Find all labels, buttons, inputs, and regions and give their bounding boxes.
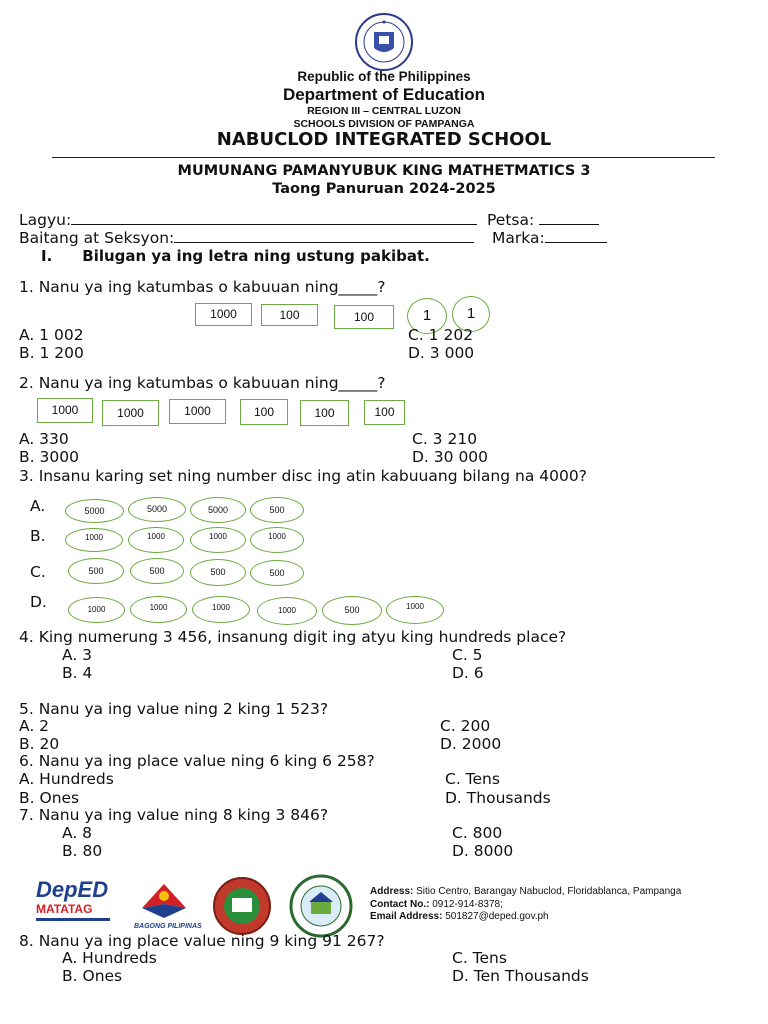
q5-option-a[interactable]: A. 2 — [19, 717, 50, 735]
instruction — [41, 247, 430, 265]
q1-text: 1. Nanu ya ing katumbas o kabuuan ning_____? — [19, 278, 386, 296]
q3-d-disc-5: 500 — [322, 596, 382, 625]
q1-option-c[interactable]: C. 1 202 — [408, 326, 474, 344]
q4-option-d[interactable]: D. 6 — [452, 664, 484, 682]
q3-option-c[interactable]: C. — [30, 563, 46, 581]
q3-c-disc-1: 500 — [68, 558, 124, 584]
q1-option-d[interactable]: D. 3 000 — [408, 344, 475, 362]
q2-box-1: 1000 — [37, 398, 93, 423]
instruction-number: I. — [41, 247, 53, 265]
school-seal-icon — [281, 874, 361, 938]
q5-text: 5. Nanu ya ing value ning 2 king 1 523? — [19, 700, 329, 718]
q1-option-b[interactable]: B. 1 200 — [19, 344, 84, 362]
q7-option-a[interactable]: A. 8 — [62, 824, 93, 842]
school-name: NABUCLOD INTEGRATED SCHOOL — [216, 129, 552, 150]
grade-blank[interactable] — [174, 230, 474, 243]
contact-label: Contact No.: — [370, 899, 430, 910]
footer-address — [370, 886, 681, 897]
q5-option-d[interactable]: D. 2000 — [440, 735, 502, 753]
q6-option-c[interactable]: C. Tens — [445, 770, 500, 788]
q4-option-b[interactable]: B. 4 — [62, 664, 93, 682]
name-blank[interactable] — [71, 212, 477, 225]
q3-option-b[interactable]: B. — [30, 527, 46, 545]
header-department: Department of Education — [282, 85, 486, 104]
q1-box-2: 100 — [261, 304, 318, 326]
deped-logo-text: DepED — [36, 877, 109, 902]
q2-option-a[interactable]: A. 330 — [19, 430, 69, 448]
contact-value: 0912-914-8378; — [429, 899, 503, 910]
q2-box-2: 1000 — [102, 400, 159, 426]
q3-c-disc-4: 500 — [250, 560, 304, 586]
q2-box-5: 100 — [300, 400, 349, 426]
q3-d-disc-6: 1000 — [386, 596, 444, 624]
date-label: Petsa: — [487, 211, 535, 229]
q3-c-disc-3: 500 — [190, 559, 246, 586]
school-year: Taong Panuruan 2024-2025 — [272, 181, 496, 197]
name-label: Lagyu: — [19, 211, 72, 229]
header-region: REGION III – CENTRAL LUZON — [307, 105, 461, 117]
email-value[interactable]: 501827@deped.gov.ph — [442, 911, 549, 922]
q1-disc-2: 1 — [452, 296, 490, 332]
deped-matatag-logo — [36, 878, 116, 928]
q3-a-disc-2: 5000 — [128, 497, 186, 522]
q3-b-disc-4: 1000 — [250, 527, 304, 553]
q3-option-a[interactable]: A. — [30, 497, 46, 515]
header-divider — [52, 157, 715, 158]
q7-option-c[interactable]: C. 800 — [452, 824, 503, 842]
q5-option-b[interactable]: B. 20 — [19, 735, 60, 753]
exam-title: MUMUNANG PAMANYUBUK KING MATHETMATICS 3 — [177, 163, 591, 179]
q6-text: 6. Nanu ya ing place value ning 6 king 6 258? — [19, 752, 375, 770]
q4-option-c[interactable]: C. 5 — [452, 646, 483, 664]
q3-d-disc-3: 1000 — [192, 596, 250, 623]
deped-seal-icon — [346, 12, 422, 72]
email-label: Email Address: — [370, 911, 443, 922]
matatag-logo-text: MATATAG — [36, 902, 93, 916]
q7-text: 7. Nanu ya ing value ning 8 king 3 846? — [19, 806, 329, 824]
header-division: SCHOOLS DIVISION OF PAMPANGA — [293, 118, 475, 130]
q2-box-3: 1000 — [169, 399, 226, 424]
footer-email — [370, 911, 549, 922]
q8-option-d[interactable]: D. Ten Thousands — [452, 967, 589, 985]
q2-option-b[interactable]: B. 3000 — [19, 448, 79, 466]
division-seal-icon — [202, 876, 282, 936]
q7-option-d[interactable]: D. 8000 — [452, 842, 514, 860]
q8-text: 8. Nanu ya ing place value ning 9 king 91 267? — [19, 932, 385, 950]
q3-b-disc-3: 1000 — [190, 527, 246, 553]
q2-box-6: 100 — [364, 400, 405, 425]
q3-b-disc-1: 1000 — [65, 528, 123, 552]
q8-option-a[interactable]: A. Hundreds — [62, 949, 157, 967]
q3-d-disc-2: 1000 — [130, 596, 187, 623]
q8-option-c[interactable]: C. Tens — [452, 949, 507, 967]
q3-text: 3. Insanu karing set ning number disc ing atin kabuuang bilang na 4000? — [19, 467, 587, 485]
q1-box-1: 1000 — [195, 303, 252, 326]
q3-option-d[interactable]: D. — [30, 593, 47, 611]
q2-option-c[interactable]: C. 3 210 — [412, 430, 478, 448]
score-blank[interactable] — [545, 230, 607, 243]
q1-disc-1: 1 — [407, 298, 447, 334]
instruction-text: Bilugan ya ing letra ning ustung pakibat. — [82, 247, 430, 265]
q5-option-c[interactable]: C. 200 — [440, 717, 491, 735]
q4-text: 4. King numerung 3 456, insanung digit ing atyu king hundreds place? — [19, 628, 567, 646]
grade-field[interactable] — [19, 229, 474, 247]
q3-b-disc-2: 1000 — [128, 527, 184, 553]
q6-option-a[interactable]: A. Hundreds — [19, 770, 114, 788]
q2-option-d[interactable]: D. 30 000 — [412, 448, 489, 466]
q7-option-b[interactable]: B. 80 — [62, 842, 103, 860]
address-label: Address: — [370, 886, 414, 897]
q1-option-a[interactable]: A. 1 002 — [19, 326, 84, 344]
q3-a-disc-1: 5000 — [65, 499, 124, 523]
q6-option-d[interactable]: D. Thousands — [445, 789, 551, 807]
bagong-pilipinas-text: BAGONG PILIPINAS — [134, 923, 202, 930]
score-field[interactable] — [492, 229, 607, 247]
address-value: Sitio Centro, Barangay Nabuclod, Floridablanca, Pampanga — [413, 886, 682, 897]
footer-contact — [370, 899, 503, 910]
score-label: Marka: — [492, 229, 545, 247]
q2-text: 2. Nanu ya ing katumbas o kabuuan ning_____? — [19, 374, 386, 392]
q4-option-a[interactable]: A. 3 — [62, 646, 93, 664]
q6-option-b[interactable]: B. Ones — [19, 789, 80, 807]
name-field[interactable] — [19, 211, 477, 229]
q2-box-4: 100 — [240, 399, 288, 425]
q3-a-disc-3: 5000 — [190, 497, 246, 523]
q3-c-disc-2: 500 — [130, 558, 184, 584]
q3-d-disc-4: 1000 — [257, 597, 317, 625]
q8-option-b[interactable]: B. Ones — [62, 967, 123, 985]
q3-a-disc-4: 500 — [250, 497, 304, 523]
grade-label: Baitang at Seksyon: — [19, 229, 175, 247]
date-blank[interactable] — [539, 212, 599, 225]
date-field[interactable] — [487, 211, 599, 229]
q3-d-disc-1: 1000 — [68, 597, 125, 623]
header-republic: Republic of the Philippines — [297, 69, 471, 84]
q1-box-3: 100 — [334, 305, 394, 329]
